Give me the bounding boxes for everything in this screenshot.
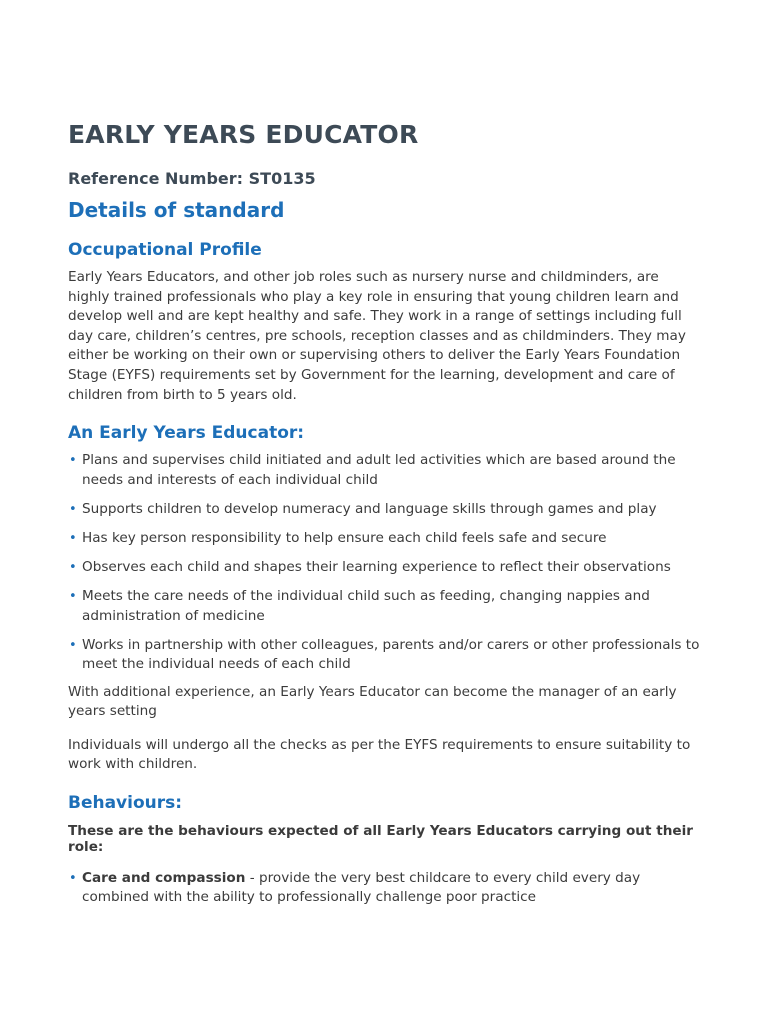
bullet-icon: • — [69, 453, 77, 469]
checks-text: Individuals will undergo all the checks as per the EYFS requirements to ensure suitability to work with children. — [68, 736, 691, 773]
educator-heading: An Early Years Educator: — [68, 423, 305, 444]
list-item-text: Supports children to develop numeracy and language skills through games and play — [82, 500, 657, 517]
list-item — [68, 587, 702, 626]
bullet-icon: • — [69, 530, 77, 546]
bullet-icon: • — [69, 501, 77, 517]
list-item-text: Works in partnership with other colleagues, parents and/or carers or other professionals to meet the individual needs of each child — [82, 636, 700, 673]
occupational-profile-heading: Occupational Profile — [68, 240, 262, 260]
behaviours-intro: These are the behaviours expected of all Early Years Educators carrying out their role: — [68, 822, 693, 855]
bullet-icon: • — [69, 870, 77, 886]
behaviour-title: Care and compassion — [82, 869, 246, 886]
list-item — [68, 451, 702, 490]
occupational-profile-text: Early Years Educators, and other job roles such as nursery nurse and childminders, are highly trained professionals who play a key role in ensuring that young children learn and develop well and are kept healthy and safe. They work in a range of settings including full day care, children’s centres, pre schools, reception classes and as childminders. They may either be working on their own or supervising others to deliver the Early Years Foundation Stage (EYFS) requirements set by Government for the learning, development and care of children from birth to 5 years old. — [68, 269, 686, 403]
list-item — [68, 869, 702, 908]
list-item — [68, 500, 702, 520]
list-item-text: Has key person responsibility to help ensure each child feels safe and secure — [82, 529, 607, 546]
behaviours-heading: Behaviours: — [68, 792, 183, 813]
bullet-icon: • — [69, 637, 77, 653]
bullet-icon: • — [69, 589, 77, 605]
behaviour-text: provide the very best childcare to every child every day combined with the ability to professionally challenge poor practice — [82, 869, 641, 906]
list-item — [68, 636, 702, 675]
page-title: EARLY YEARS EDUCATOR — [68, 120, 419, 149]
list-item-text: Observes each child and shapes their learning experience to reflect their observations — [82, 559, 671, 576]
experience-text: With additional experience, an Early Years Educator can become the manager of an early years setting — [68, 683, 677, 720]
educator-list — [68, 451, 702, 675]
behaviour-separator: - — [245, 869, 260, 886]
bullet-icon: • — [69, 560, 77, 576]
list-item-text: Plans and supervises child initiated and adult led activities which are based around the needs and interests of each individual child — [82, 452, 676, 488]
list-item — [68, 558, 702, 578]
behaviours-list — [68, 869, 702, 908]
list-item-text: Meets the care needs of the individual child such as feeding, changing nappies and administration of medicine — [82, 588, 650, 624]
reference-number: Reference Number: ST0135 — [68, 169, 316, 188]
list-item — [68, 529, 702, 549]
details-heading: Details of standard — [68, 198, 285, 222]
